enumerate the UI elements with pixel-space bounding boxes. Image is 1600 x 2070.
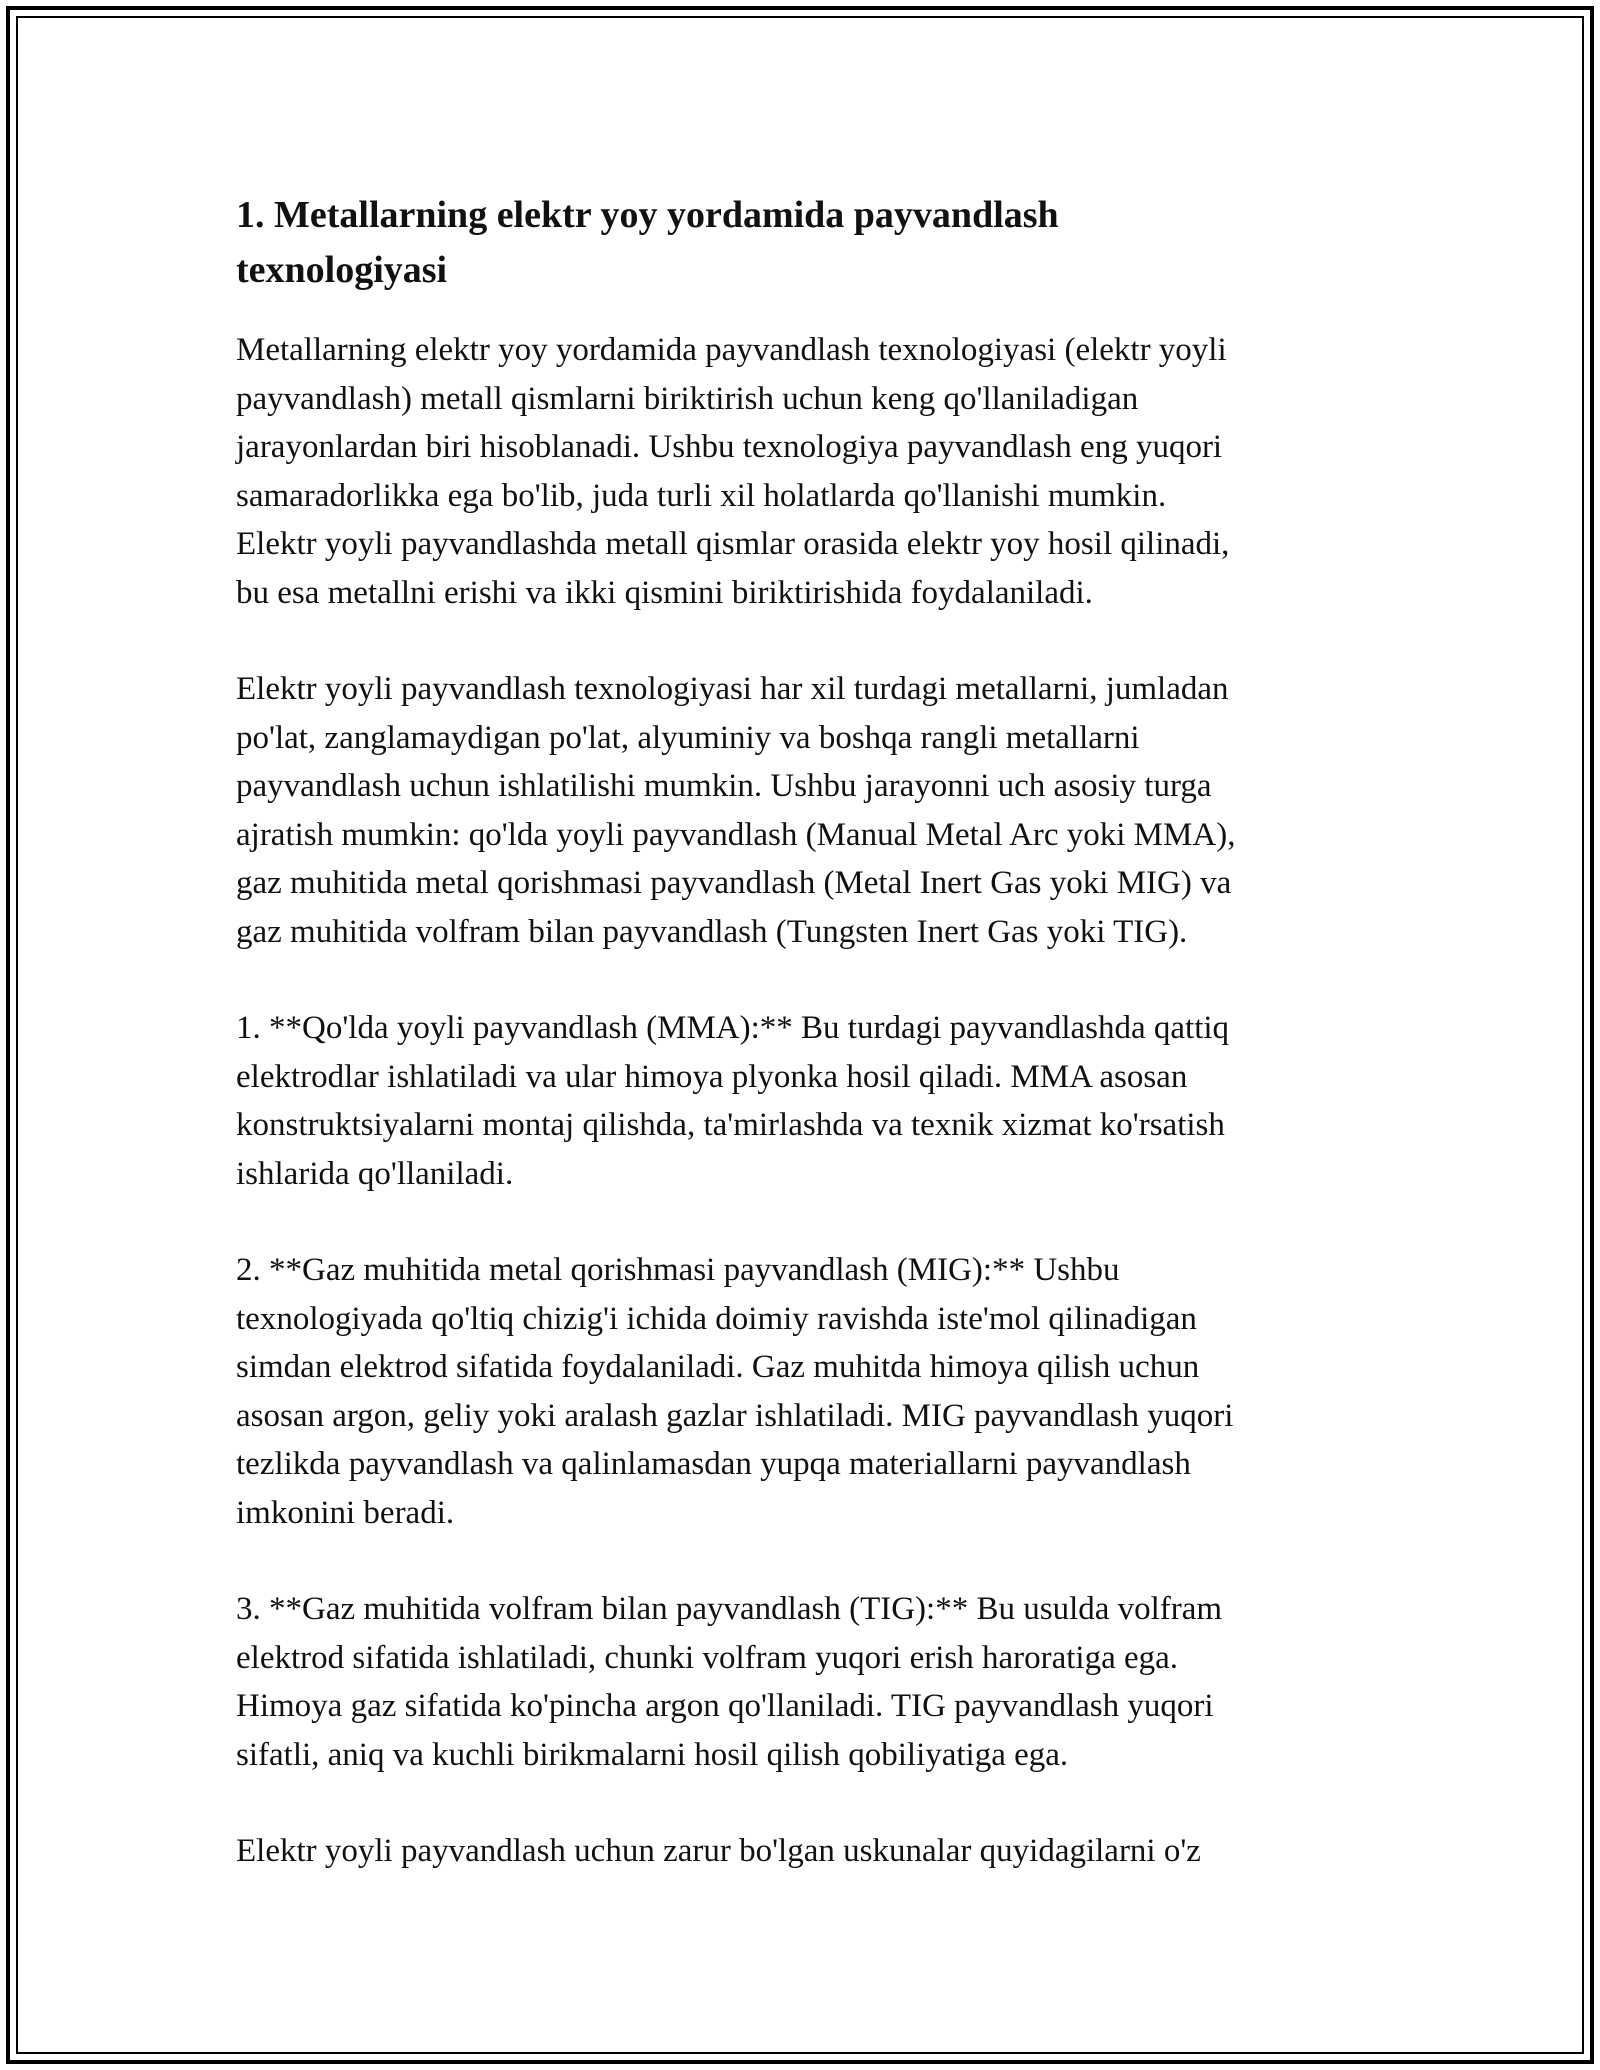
paragraph-types: Elektr yoyli payvandlash texnologiyasi har xil turdagi metallarni, jumladan po'lat, zanglamaydigan po'lat, alyuminiy va boshqa rangli metallarni payvandlash uchun ishlatilishi mumkin. Ushbu jarayonni uch asosiy turga ajratish mumkin: qo'lda yoyli payvandlash (Manual Metal Arc yoki MMA), gaz muhitida metal qorishmasi payvandlash (Metal Inert Gas yoki MIG) va gaz muhitida volfram bilan payvandlash (Tungsten Inert Gas yoki TIG). — [236, 671, 1236, 950]
paragraph-tig: 3. **Gaz muhitida volfram bilan payvandlash (TIG):** Bu usulda volfram elektrod sifatida ishlatiladi, chunki volfram yuqori erish haroratiga ega. Himoya gaz sifatida ko'pincha argon qo'llaniladi. TIG payvandlash yuqori sifatli, aniq va kuchli birikmalarni hosil qilish qobiliyatiga ega. — [236, 1591, 1223, 1773]
document-heading: 1. Metallarning elektr yoy yordamida payvandlash texnologiyasi — [236, 194, 1059, 291]
document-body — [236, 188, 1366, 1924]
paragraph-mma: 1. **Qo'lda yoyli payvandlash (MMA):** Bu turdagi payvandlashda qattiq elektrodlar ishlatiladi va ular himoya plyonka hosil qiladi. MMA asosan konstruktsiyalarni montaj qilishda, ta'mirlashda va texnik xizmat ko'rsatish ishlarida qo'llaniladi. — [236, 1010, 1230, 1192]
paragraph-mig: 2. **Gaz muhitida metal qorishmasi payvandlash (MIG):** Ushbu texnologiyada qo'ltiq chizig'i ichida doimiy ravishda iste'mol qilinadigan simdan elektrod sifatida foydalaniladi. Gaz muhitda himoya qilish uchun asosan argon, geliy yoki aralash gazlar ishlatiladi. MIG payvandlash yuqori tezlikda payvandlash va qalinlamasdan yupqa materiallarni payvandlash imkonini beradi. — [236, 1252, 1234, 1531]
paragraph-intro: Metallarning elektr yoy yordamida payvandlash texnologiyasi (elektr yoyli payvandlash) metall qismlarni biriktirish uchun keng qo'llaniladigan jarayonlardan biri hisoblanadi. Ushbu texnologiya payvandlash eng yuqori samaradorlikka ega bo'lib, juda turli xil holatlarda qo'llanishi mumkin. Elektr yoyli payvandlashda metall qismlar orasida elektr yoy hosil qilinadi, bu esa metallni erishi va ikki qismini biriktirishida foydalaniladi. — [236, 332, 1230, 611]
paragraph-equipment: Elektr yoyli payvandlash uchun zarur bo'lgan uskunalar quyidagilarni o'z — [236, 1833, 1201, 1869]
